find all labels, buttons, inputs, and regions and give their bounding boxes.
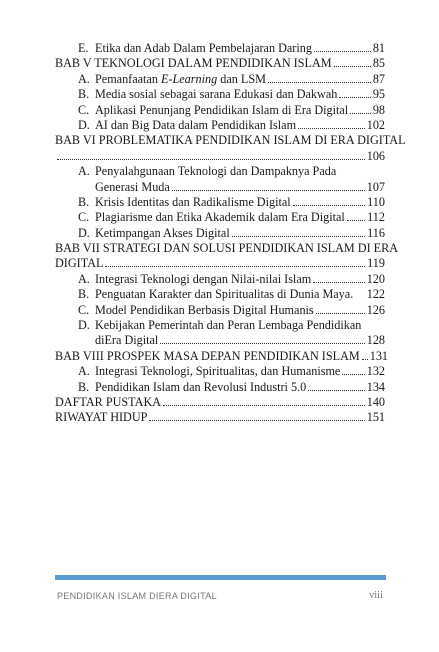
toc-entry[interactable] [55, 364, 385, 379]
toc-page: 116 [367, 225, 385, 240]
toc-title: RIWAYAT HIDUP [55, 410, 148, 425]
title-part: Pemanfaatan [95, 71, 161, 86]
dot-leader [160, 343, 364, 344]
dot-leader [293, 205, 366, 206]
footer-book-title: PENDIDIKAN ISLAM DIERA DIGITAL [57, 591, 217, 601]
toc-entry[interactable] [55, 164, 385, 195]
toc-title: BAB VII STRATEGI DAN SOLUSI PENDIDIKAN ISLAM DI ERA [55, 241, 399, 256]
toc-page: 120 [366, 271, 385, 286]
dot-leader [316, 313, 365, 314]
toc-entry[interactable] [55, 210, 385, 225]
dot-leader [232, 236, 365, 237]
dot-leader [314, 51, 371, 52]
dot-leader [362, 359, 368, 360]
toc-marker: B. [78, 379, 90, 394]
toc-title: BAB V TEKNOLOGI DALAM PENDIDIKAN ISLAM [55, 56, 332, 71]
toc-page: 85 [372, 56, 385, 71]
toc-title: Krisis Identitas dan Radikalisme Digital [95, 194, 291, 209]
toc-title: Penguatan Karakter dan Spiritualitas di Dunia Maya. [95, 287, 354, 302]
toc-marker: A. [78, 164, 90, 179]
toc-entry[interactable] [55, 72, 385, 87]
toc-title: Kebijakan Pemerintah dan Peran Lembaga Pendidikan [95, 318, 362, 333]
title-emphasis: E-Learning [160, 71, 218, 86]
toc-marker: B. [78, 194, 90, 209]
dot-leader [163, 405, 365, 406]
toc-entry[interactable] [55, 318, 385, 349]
toc-entry[interactable] [55, 226, 385, 241]
dot-leader [342, 374, 364, 375]
toc-title: Model Pendidikan Berbasis Digital Humanis [95, 302, 314, 317]
toc-title: Penyalahgunaan Teknologi dan Dampaknya Pada [95, 164, 337, 179]
toc-marker: E. [78, 41, 89, 55]
toc-page: 126 [366, 302, 385, 317]
toc-page: 132 [366, 364, 385, 379]
toc-title: Plagiarisme dan Etika Akademik dalam Era Digital [95, 210, 345, 225]
toc-page: 110 [367, 194, 385, 209]
toc-marker: C. [78, 210, 90, 225]
toc-title-continued: DIGITAL [55, 256, 104, 271]
toc-marker: C. [78, 102, 90, 117]
toc-title: Etika dan Adab Dalam Pembelajaran Daring [95, 41, 312, 55]
toc-entry[interactable] [55, 272, 385, 287]
toc-chapter[interactable] [55, 395, 385, 410]
dot-leader [313, 282, 365, 283]
toc-page: 131 [369, 348, 389, 363]
toc-title: Integrasi Teknologi dengan Nilai-nilai Islam [95, 271, 312, 286]
toc-page: 107 [366, 179, 385, 194]
dot-leader [339, 97, 370, 98]
toc-title: Pendidikan Islam dan Revolusi Industri 5.0 [95, 379, 307, 394]
toc-marker: A. [78, 71, 90, 86]
toc-page: 140 [366, 394, 385, 409]
toc-entry[interactable] [55, 103, 385, 118]
footer-page-number: viii [368, 590, 383, 601]
toc-page: 102 [366, 117, 385, 132]
toc-page: 128 [366, 333, 385, 348]
toc-entry[interactable] [55, 195, 385, 210]
dot-leader [172, 190, 365, 191]
dot-leader [268, 82, 371, 83]
toc-title: BAB VI PROBLEMATIKA PENDIDIKAN ISLAM DI ERA DIGITAL [55, 133, 406, 148]
toc-chapter[interactable] [55, 348, 389, 364]
dot-leader [347, 220, 365, 221]
dot-leader [298, 128, 365, 129]
toc-chapter[interactable] [55, 56, 385, 71]
toc-title-continued: diEra Digital [95, 333, 159, 348]
dot-leader [308, 390, 364, 391]
dot-leader [149, 420, 364, 421]
toc-page: 151 [366, 410, 385, 425]
toc-page: 122 [366, 287, 385, 302]
table-of-contents [55, 41, 406, 426]
dot-leader [57, 159, 365, 160]
dot-leader [105, 266, 365, 267]
toc-page: 95 [372, 87, 385, 102]
toc-marker: B. [78, 287, 90, 302]
toc-entry[interactable] [55, 118, 385, 133]
toc-page: 81 [372, 41, 385, 55]
toc-entry[interactable] [55, 41, 385, 56]
toc-title: Integrasi Teknologi, Spiritualitas, dan Humanisme [95, 364, 341, 379]
toc-marker: D. [78, 117, 90, 132]
toc-title: DAFTAR PUSTAKA [55, 394, 162, 409]
dot-leader [350, 113, 371, 114]
toc-title: BAB VIII PROSPEK MASA DEPAN PENDIDIKAN ISLAM [55, 348, 360, 363]
toc-marker: B. [78, 87, 90, 102]
toc-entry[interactable] [55, 380, 385, 395]
toc-title: Aplikasi Penunjang Pendidikan Islam di Era Digital [95, 102, 349, 117]
toc-page: 87 [372, 71, 385, 86]
toc-page: 106 [366, 148, 385, 163]
toc-page: 112 [367, 210, 385, 225]
toc-chapter[interactable] [55, 410, 385, 425]
toc-page: 98 [372, 102, 385, 117]
toc-title: Media sosial sebagai sarana Edukasi dan Dakwah [95, 87, 338, 102]
toc-title [95, 72, 266, 87]
toc-title: AI dan Big Data dalam Pendidikan Islam [95, 117, 297, 132]
toc-entry[interactable] [55, 287, 385, 302]
footer-rule [55, 575, 386, 580]
toc-marker: A. [78, 271, 90, 286]
toc-chapter[interactable] [55, 133, 406, 164]
toc-title: Ketimpangan Akses Digital [95, 225, 230, 240]
toc-title-continued: Generasi Muda [95, 179, 170, 194]
toc-marker: A. [78, 364, 90, 379]
toc-page: 134 [366, 379, 385, 394]
toc-marker: D. [78, 318, 90, 333]
toc-marker: D. [78, 225, 90, 240]
title-part: dan LSM [217, 71, 266, 86]
dot-leader [334, 66, 371, 67]
toc-page: 119 [367, 256, 385, 271]
toc-chapter[interactable] [55, 241, 399, 272]
toc-entry[interactable] [55, 87, 385, 102]
toc-entry[interactable] [55, 303, 385, 318]
toc-marker: C. [78, 302, 90, 317]
